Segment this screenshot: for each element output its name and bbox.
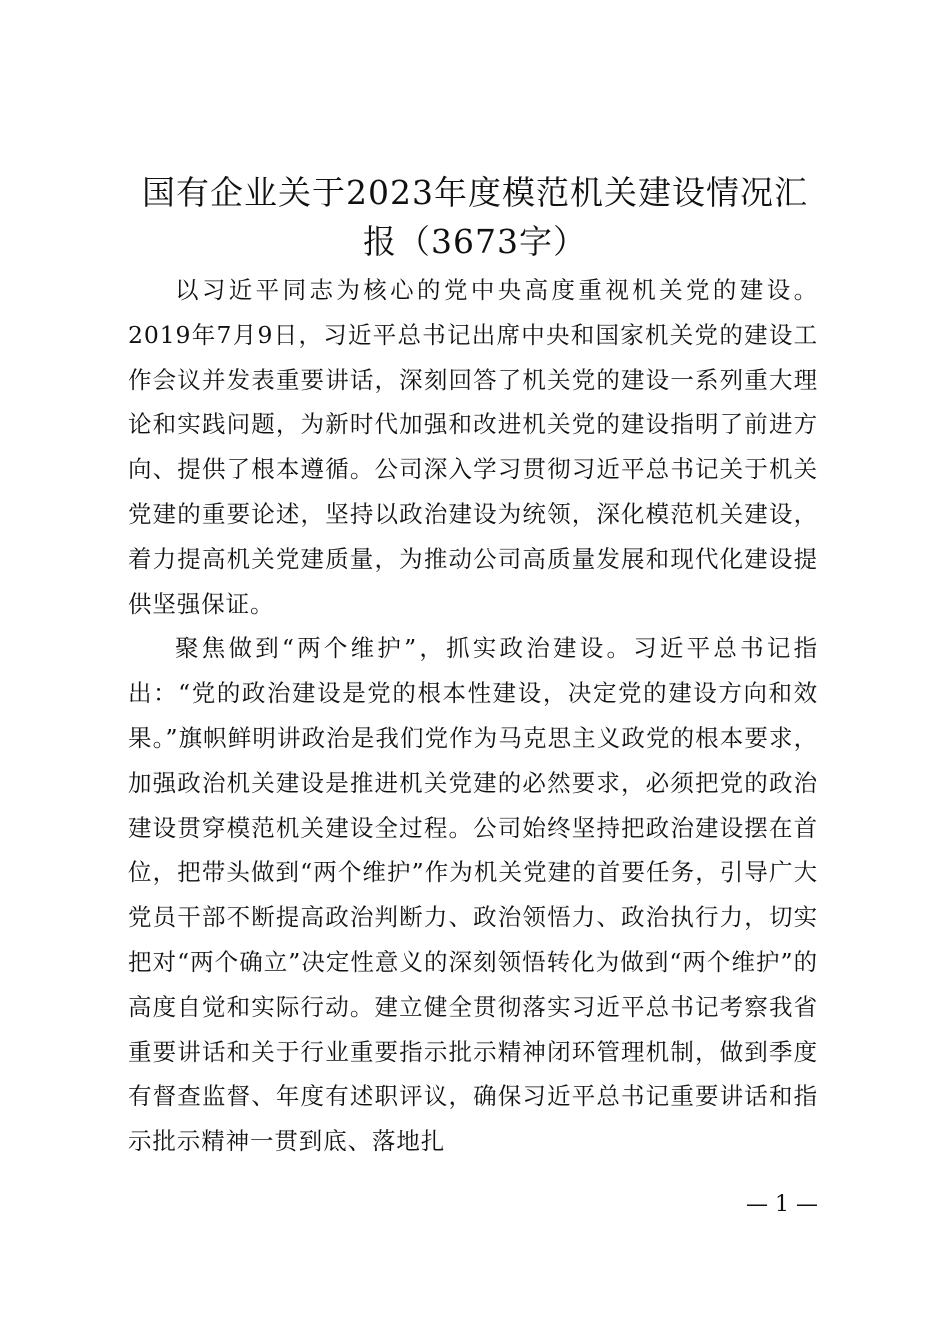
paragraph-political-construction: 聚焦做到“两个维护”，抓实政治建设。习近平总书记指出：“党的政治建设是党的根本性建设，决定党的建设方向和效果。”旗帜鲜明讲政治是我们党作为马克思主义政党的根本要求，加强政治机关建设是推进机关党建的必然要求，必须把党的政治建设贯穿模范机关建设全过程。公司始终坚持把政治建设摆在首位，把带头做到“两个维护”作为机关党建的首要任务，引导广大党员干部不断提高政治判断力、政治领悟力、政治执行力，切实把对“两个确立”决定性意义的深刻领悟转化为做到“两个维护”的高度自觉和实际行动。建立健全贯彻落实习近平总书记考察我省重要讲话和关于行业重要指示批示精神闭环管理机制，做到季度有督查监督、年度有述职评议，确保习近平总书记重要讲话和指示批示精神一贯到底、落地扎 (128, 634, 818, 1156)
document-body (128, 268, 818, 1164)
title-line-2: 报（3673字） (363, 222, 587, 261)
document-title (118, 168, 832, 266)
title-line-1: 国有企业关于2023年度模范机关建设情况汇 (142, 173, 808, 212)
page-number: — 1 — (746, 1192, 818, 1217)
paragraph-intro: 以习近平同志为核心的党中央高度重视机关党的建设。2019年7月9日，习近平总书记出席中央和国家机关党的建设工作会议并发表重要讲话，深刻回答了机关党的建设一系列重大理论和实践问题，为新时代加强和改进机关党的建设指明了前进方向、提供了根本遵循。公司深入学习贯彻习近平总书记关于机关党建的重要论述，坚持以政治建设为统领，深化模范机关建设，着力提高机关党建质量，为推动公司高质量发展和现代化建设提供坚强保证。 (128, 276, 818, 618)
